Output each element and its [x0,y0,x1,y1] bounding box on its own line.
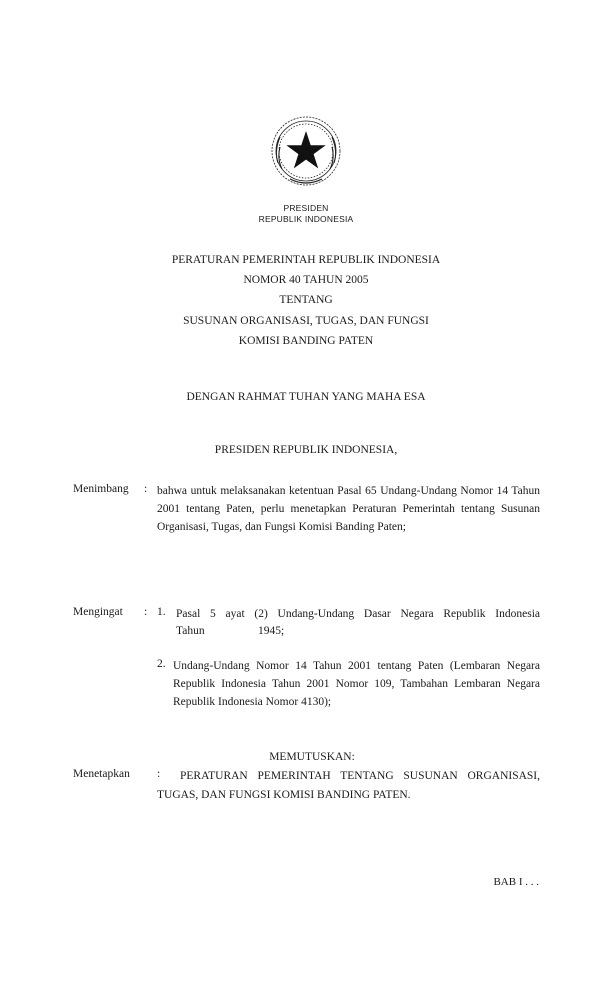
preamble: DENGAN RAHMAT TUHAN YANG MAHA ESA [186,391,426,403]
page-continuation: BAB I . . . [493,876,539,888]
header-republic: REPUBLIK INDONESIA [258,214,354,224]
mengingat-item-1-number: 1. [157,606,166,618]
menetapkan-colon: : [157,768,161,780]
title-line-3: TENTANG [279,294,333,306]
mengingat-item-1-year: 1945; [258,625,285,637]
menetapkan-line-2: TUGAS, DAN FUNGSI KOMISI BANDING PATEN. [157,789,411,801]
mengingat-colon: : [144,606,148,618]
mengingat-item-2-number: 2. [157,658,166,670]
mengingat-item-1-line-1 [176,605,540,623]
title-line-2: NOMOR 40 TAHUN 2005 [243,274,369,286]
menimbang-label: Menimbang [73,483,129,495]
garuda-star-emblem-icon [268,113,344,189]
header-president: PRESIDEN [283,203,329,213]
menimbang-text: bahwa untuk melaksanakan ketentuan Pasal 65 Undang-Undang Nomor 14 Tahun 2001 tentang Paten, perlu menetapkan Peraturan Pemerintah tentang Susunan Organisasi, Tugas, dan Fungsi Komisi Banding Paten; [157,485,540,533]
mengingat-item-2-text: Undang-Undang Nomor 14 Tahun 2001 tentang Paten (Lembaran Negara Republik Indonesia Tahun 2001 Nomor 109, Tambahan Lembaran Negara Republik Indonesia Nomor 4130); [173,660,540,708]
mengingat-item-1-text: Pasal 5 ayat (2) Undang-Undang Dasar Negara Republik Indonesia [176,608,540,620]
mengingat-label: Mengingat [73,606,123,618]
title-line-5: KOMISI BANDING PATEN [238,335,374,347]
menetapkan-label: Menetapkan [73,768,130,780]
title-line-4: SUSUNAN ORGANISASI, TUGAS, DAN FUNGSI [183,315,429,327]
president-heading: PRESIDEN REPUBLIK INDONESIA, [214,444,398,456]
title-line-1: PERATURAN PEMERINTAH REPUBLIK INDONESIA [171,254,441,266]
menimbang-colon: : [144,483,148,495]
menetapkan-line-1: PERATURAN PEMERINTAH TENTANG SUSUNAN ORGANISASI, [180,770,540,782]
menetapkan-line-1-wrap [180,767,540,785]
mengingat-item-1-year-label: Tahun [176,625,205,637]
memutuskan-heading: MEMUTUSKAN: [269,751,355,763]
